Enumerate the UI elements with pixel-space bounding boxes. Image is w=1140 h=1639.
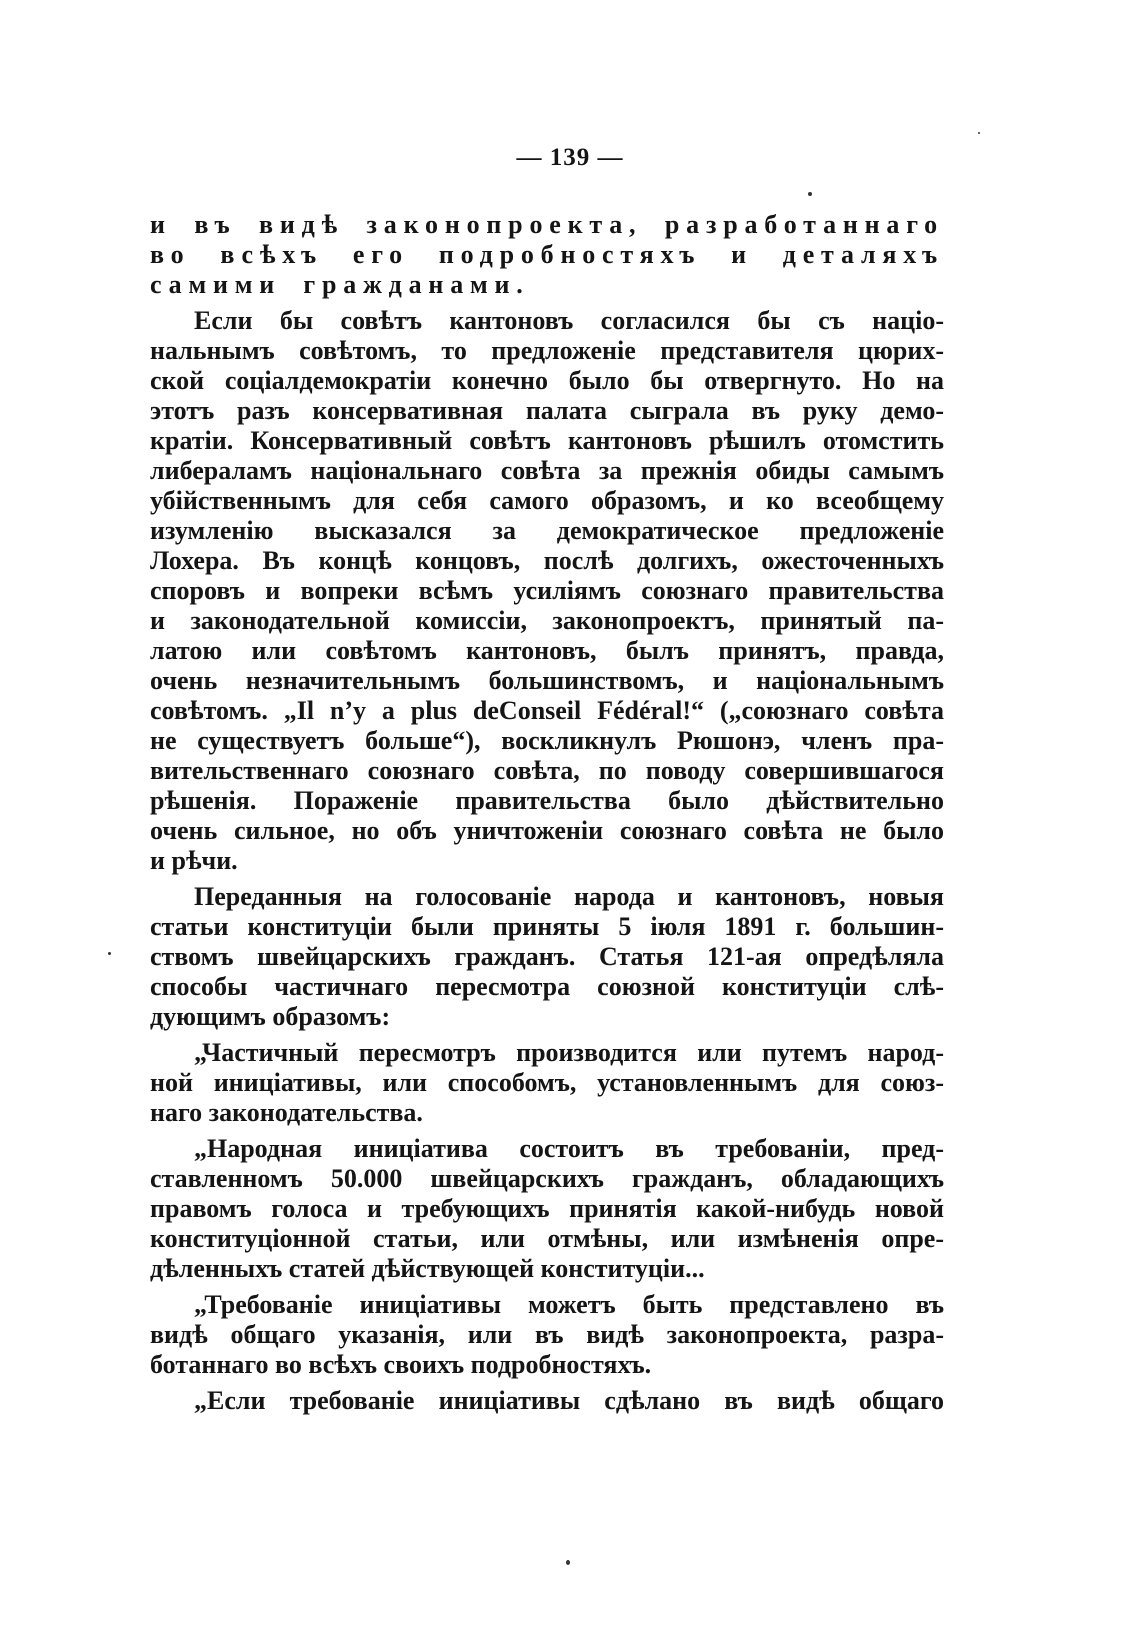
- text-line: очень незначительнымъ большинствомъ, и національнымъ: [150, 666, 944, 695]
- text-line: этотъ разъ консервативная палата сыграла въ руку демо-: [150, 396, 944, 425]
- text-line: либераламъ національнаго совѣта за прежнія обиды самымъ: [150, 456, 944, 485]
- text-line: конституціонной статьи, или отмѣны, или измѣненія опре-: [150, 1224, 944, 1253]
- text-line: и въ видѣ законопроекта, разработаннаго: [150, 210, 944, 239]
- text-line: ставленномъ 50.000 швейцарскихъ гражданъ, обладающихъ: [150, 1164, 944, 1193]
- text-line: самими гражданами.: [150, 270, 530, 299]
- text-line: „Частичный пересмотръ производится или путемъ народ-: [194, 1038, 944, 1067]
- text-line: во всѣхъ его подробностяхъ и деталяхъ: [150, 240, 944, 269]
- text-line: ствомъ швейцарскихъ гражданъ. Статья 121-ая опредѣляла: [150, 942, 944, 971]
- text-line: ской соціалдемократіи конечно было бы отвергнуто. Но на: [150, 366, 944, 395]
- body-text: [150, 210, 944, 1416]
- scan-speck: [566, 1560, 570, 1565]
- text-line: способы частичнаго пересмотра союзной конституціи слѣ-: [150, 972, 944, 1001]
- text-line: статьи конституціи были приняты 5 іюля 1891 г. большин-: [150, 912, 944, 941]
- text-line: „Требованіе иниціативы можетъ быть представлено въ: [194, 1290, 944, 1319]
- scan-speck: [978, 132, 980, 134]
- text-line: совѣтомъ. „Il n’y a plus deConseil Fédéral!“ („союзнаго совѣта: [150, 696, 944, 725]
- page-number: — 139 —: [516, 144, 624, 171]
- text-line: дѣленныхъ статей дѣйствующей конституціи...: [150, 1254, 705, 1283]
- text-line: кратіи. Консервативный совѣтъ кантоновъ рѣшилъ отомстить: [150, 426, 944, 455]
- text-line: не существуетъ больше“), воскликнулъ Рюшонэ, членъ пра-: [150, 726, 944, 755]
- text-line: видѣ общаго указанія, или въ видѣ законопроекта, разра-: [150, 1320, 944, 1349]
- text-line: ботаннаго во всѣхъ своихъ подробностяхъ.: [150, 1350, 652, 1379]
- text-line: Если бы совѣтъ кантоновъ согласился бы съ націо-: [194, 306, 944, 335]
- text-line: Лохера. Въ концѣ концовъ, послѣ долгихъ, ожесточенныхъ: [150, 546, 944, 575]
- text-line: рѣшенія. Пораженіе правительства было дѣйствительно: [150, 786, 944, 815]
- text-line: дующимъ образомъ:: [150, 1002, 391, 1031]
- text-line: нальнымъ совѣтомъ, то предложеніе представителя цюрих-: [150, 336, 944, 365]
- text-line: изумленію высказался за демократическое предложеніе: [150, 516, 944, 545]
- text-line: убійственнымъ для себя самого образомъ, и ко всеобщему: [150, 486, 944, 515]
- text-line: „Если требованіе иниціативы сдѣлано въ видѣ общаго: [194, 1386, 944, 1415]
- text-line: вительственнаго союзнаго совѣта, по поводу совершившагося: [150, 756, 944, 785]
- text-line: ной иниціативы, или способомъ, установленнымъ для союз-: [150, 1068, 944, 1097]
- text-line: и законодательной комиссіи, законопроектъ, принятый па-: [150, 606, 944, 635]
- text-line: наго законодательства.: [150, 1098, 423, 1127]
- text-line: „Народная иниціатива состоитъ въ требованіи, пред-: [194, 1134, 944, 1163]
- scan-speck: [808, 192, 812, 196]
- text-line: Переданныя на голосованіе народа и кантоновъ, новыя: [194, 882, 944, 911]
- text-line: очень сильное, но объ уничтоженіи союзнаго совѣта не было: [150, 816, 944, 845]
- text-line: и рѣчи.: [150, 846, 238, 875]
- text-line: латою или совѣтомъ кантоновъ, былъ принятъ, правда,: [150, 636, 944, 665]
- scan-speck: [108, 952, 111, 955]
- text-line: правомъ голоса и требующихъ принятія какой-нибудь новой: [150, 1194, 944, 1223]
- text-line: споровъ и вопреки всѣмъ усиліямъ союзнаго правительства: [150, 576, 944, 605]
